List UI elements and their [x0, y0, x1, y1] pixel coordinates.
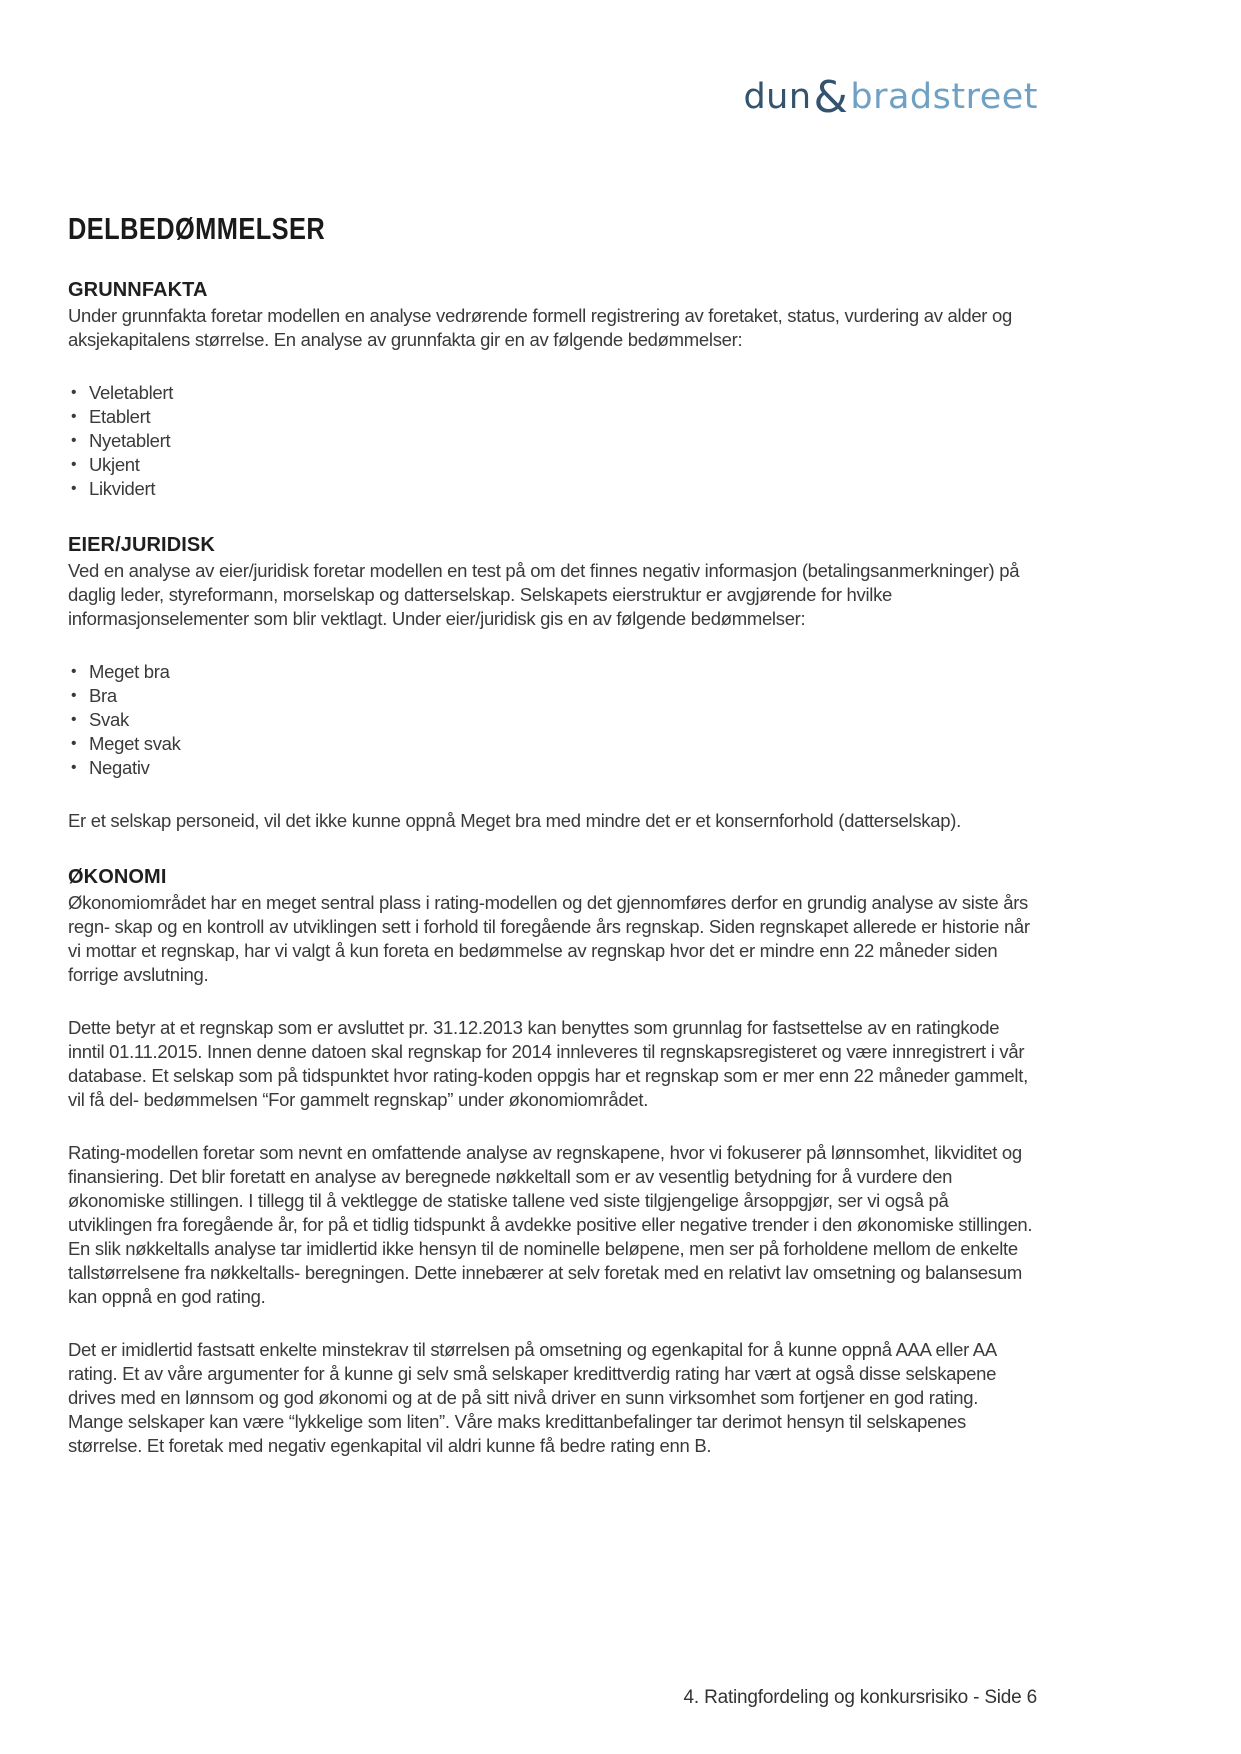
section-heading-okonomi: ØKONOMI	[68, 866, 167, 888]
list-item: • Bra	[68, 684, 1035, 708]
logo-dun: dun	[743, 77, 812, 117]
list-item: • Ukjent	[68, 453, 1035, 477]
paragraph: Ved en analyse av eier/juridisk foretar modellen en test på om det finnes negativ informasjon (betalingsanmerkninger) på daglig leder, styreformann, morselskap og datterselskap. Selskapets eierstruktur er avgjørende for hvilke informasjonselementer som blir vektlagt. Under eier/juridisk gis en av følgende bedømmelser:	[68, 560, 1020, 629]
list-item: • Meget svak	[68, 732, 1035, 756]
paragraph: Dette betyr at et regnskap som er avsluttet pr. 31.12.2013 kan benyttes som grunnlag for fastsettelse av en ratingkode inntil 01.11.2015. Innen denne datoen skal regnskap for 2014 innleveres til regnskapsregisteret og være innregistrert i vår database. Et selskap som på tidspunktet hvor rating-koden oppgis har et regnskap som er mer enn 22 måneder gammelt, vil få del- bedømmelsen “For gammelt regnskap” under økonomiområdet.	[68, 1017, 1028, 1110]
list-item: • Svak	[68, 708, 1035, 732]
dnb-logo	[743, 74, 1038, 121]
section-okonomi	[68, 865, 1035, 1458]
paragraph: Økonomiområdet har en meget sentral plass i rating-modellen og det gjennomføres derfor en grundig analyse av siste års regn- skap og en kontroll av utviklingen sett i forhold til foregående års regnskap. Siden regnskapet allerede er historie når vi mottar et regnskap, har vi valgt å kun foreta en bedømmelse av regnskap hvor det er mindre enn 22 måneder siden forrige avslutning.	[68, 892, 1030, 985]
section-eier-juridisk	[68, 533, 1035, 833]
section-heading-eier-juridisk: EIER/JURIDISK	[68, 534, 215, 556]
note-paragraph: Er et selskap personeid, vil det ikke kunne oppnå Meget bra med mindre det er et konsernforhold (datterselskap).	[68, 810, 961, 831]
rating-list-grunnfakta	[68, 381, 1035, 501]
logo-ampersand: &	[813, 72, 849, 123]
section-grunnfakta	[68, 278, 1035, 501]
document-content	[68, 212, 1035, 1487]
list-item: • Nyetablert	[68, 429, 1035, 453]
list-item: • Veletablert	[68, 381, 1035, 405]
list-item: • Likvidert	[68, 477, 1035, 501]
section-heading-grunnfakta: GRUNNFAKTA	[68, 279, 208, 301]
list-item: • Negativ	[68, 756, 1035, 780]
list-item: • Etablert	[68, 405, 1035, 429]
paragraph: Rating-modellen foretar som nevnt en omfattende analyse av regnskapene, hvor vi fokuserer på lønnsomhet, likviditet og finansiering. Det blir foretatt en analyse av beregnede nøkkeltall som er av vesentlig betydning for å vurdere den økonomiske stillingen. I tillegg til å vektlegge de statiske tallene ved siste tilgjengelige årsoppgjør, ser vi også på utviklingen fra foregående år, for på et tidlig tidspunkt å avdekke positive eller negative trender i den økonomiske stillingen. En slik nøkkeltalls analyse tar imidlertid ikke hensyn til de nominelle beløpene, men ser på forholdene mellom de enkelte tallstørrelsene fra nøkkeltalls- beregningen. Dette innebærer at selv foretak med en relativt lav omsetning og balansesum kan oppnå en god rating.	[68, 1142, 1033, 1307]
logo-bradstreet: bradstreet	[850, 77, 1038, 117]
list-item: • Meget bra	[68, 660, 1035, 684]
footer-text: 4. Ratingfordeling og konkursrisiko - Side 6	[683, 1687, 1037, 1708]
rating-list-eier-juridisk	[68, 660, 1035, 780]
page-title: DELBEDØMMELSER	[68, 211, 326, 246]
paragraph: Det er imidlertid fastsatt enkelte minstekrav til størrelsen på omsetning og egenkapital for å kunne oppnå AAA eller AA rating. Et av våre argumenter for å kunne gi selv små selskaper kredittverdig rating har vært at også disse selskapene drives med en lønnsom og god økonomi og at de på sitt nivå driver en sunn virksomhet som fortjener en god rating. Mange selskaper kan være “lykkelige som liten”. Våre maks kredittanbefalinger tar derimot hensyn til selskapenes størrelse. Et foretak med negativ egenkapital vil aldri kunne få bedre rating enn B.	[68, 1339, 997, 1456]
paragraph: Under grunnfakta foretar modellen en analyse vedrørende formell registrering av foretaket, status, vurdering av alder og aksjekapitalens størrelse. En analyse av grunnfakta gir en av følgende bedømmelser:	[68, 305, 1012, 350]
